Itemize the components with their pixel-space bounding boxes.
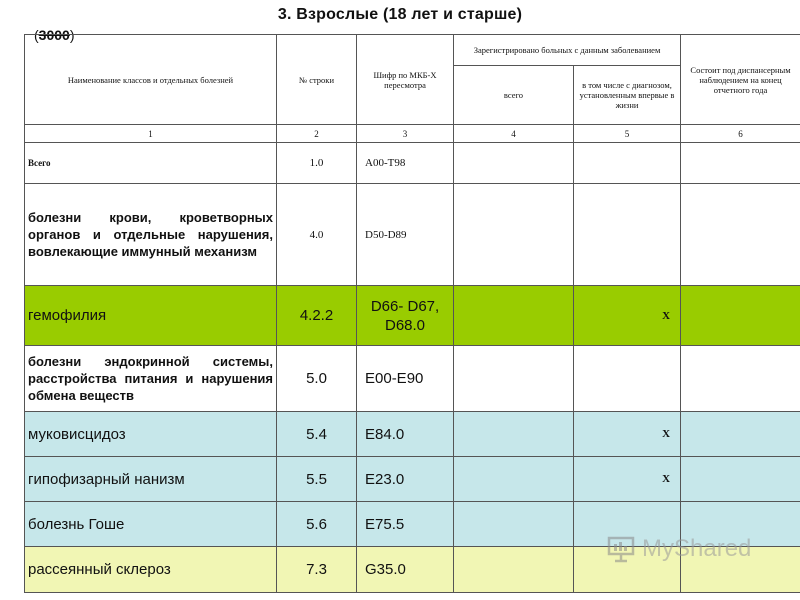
- header-row: [25, 35, 800, 66]
- cell-first-time-x: X: [574, 286, 681, 346]
- cell-first-time: [574, 143, 681, 184]
- table-row: [25, 143, 800, 184]
- col-number: 6: [681, 125, 800, 143]
- cell-total: [454, 286, 574, 346]
- row-line: 5.4: [277, 412, 357, 457]
- col-number: 2: [277, 125, 357, 143]
- cell-dispensary: [681, 143, 800, 184]
- row-icd: G35.0: [357, 547, 454, 593]
- cell-total: [454, 184, 574, 286]
- cell-total: [454, 412, 574, 457]
- row-icd: E84.0: [357, 412, 454, 457]
- row-name: гипофизарный нанизм: [25, 457, 277, 502]
- table-row: [25, 346, 800, 412]
- row-line: 5.0: [277, 346, 357, 412]
- row-line: 5.5: [277, 457, 357, 502]
- col-number: 1: [25, 125, 277, 143]
- page-title: 3. Взрослые (18 лет и старше): [277, 6, 523, 23]
- table-row: [25, 184, 800, 286]
- row-line: 5.6: [277, 502, 357, 547]
- row-name: болезни крови, кроветворных органов и отдельные нарушения, вовлекающие иммунный механизм: [25, 184, 277, 286]
- col-number: 3: [357, 125, 454, 143]
- header-registered: Зарегистрировано больных с данным заболеванием: [454, 35, 681, 66]
- row-name: Всего: [25, 143, 277, 184]
- cell-first-time-x: X: [574, 457, 681, 502]
- presentation-icon: [606, 534, 636, 564]
- row-name: гемофилия: [25, 286, 277, 346]
- row-icd: E23.0: [357, 457, 454, 502]
- row-name: болезнь Гоше: [25, 502, 277, 547]
- watermark-text: MyShared: [642, 535, 752, 562]
- row-icd: A00-T98: [357, 143, 454, 184]
- cell-dispensary: [681, 286, 800, 346]
- watermark: [606, 534, 751, 564]
- table-row: [25, 412, 800, 457]
- column-numbers-row: [25, 125, 800, 143]
- row-line: 7.3: [277, 547, 357, 593]
- disease-table: [24, 34, 800, 593]
- header-icd: Шифр по МКБ-Х пересмотра: [357, 35, 454, 125]
- table-row: [25, 286, 800, 346]
- row-name: болезни эндокринной системы, расстройства питания и нарушения обмена веществ: [25, 346, 277, 412]
- col-number: 5: [574, 125, 681, 143]
- row-name: муковисцидоз: [25, 412, 277, 457]
- cell-total: [454, 502, 574, 547]
- col-number: 4: [454, 125, 574, 143]
- cell-dispensary: [681, 457, 800, 502]
- cell-total: [454, 457, 574, 502]
- header-line: № строки: [277, 35, 357, 125]
- row-name: рассеянный склероз: [25, 547, 277, 593]
- row-icd: E00-E90: [357, 346, 454, 412]
- row-icd: E75.5: [357, 502, 454, 547]
- cell-dispensary: [681, 346, 800, 412]
- form-code: (3000): [34, 27, 75, 43]
- row-icd: D66- D67, D68.0: [357, 286, 454, 346]
- cell-first-time: [574, 184, 681, 286]
- row-line: 4.0: [277, 184, 357, 286]
- cell-total: [454, 547, 574, 593]
- header-dispensary: Состоит под диспансерным наблюдением на конец отчетного года: [681, 35, 800, 125]
- row-line: 1.0: [277, 143, 357, 184]
- cell-first-time: [574, 346, 681, 412]
- cell-total: [454, 143, 574, 184]
- header-total: всего: [454, 66, 574, 125]
- header-name: Наименование классов и отдельных болезней: [25, 35, 277, 125]
- cell-dispensary: [681, 412, 800, 457]
- row-line: 4.2.2: [277, 286, 357, 346]
- table-row: [25, 457, 800, 502]
- cell-first-time-x: X: [574, 412, 681, 457]
- cell-dispensary: [681, 184, 800, 286]
- header-first-time: в том числе с диагнозом, установленным впервые в жизни: [574, 66, 681, 125]
- row-icd: D50-D89: [357, 184, 454, 286]
- cell-total: [454, 346, 574, 412]
